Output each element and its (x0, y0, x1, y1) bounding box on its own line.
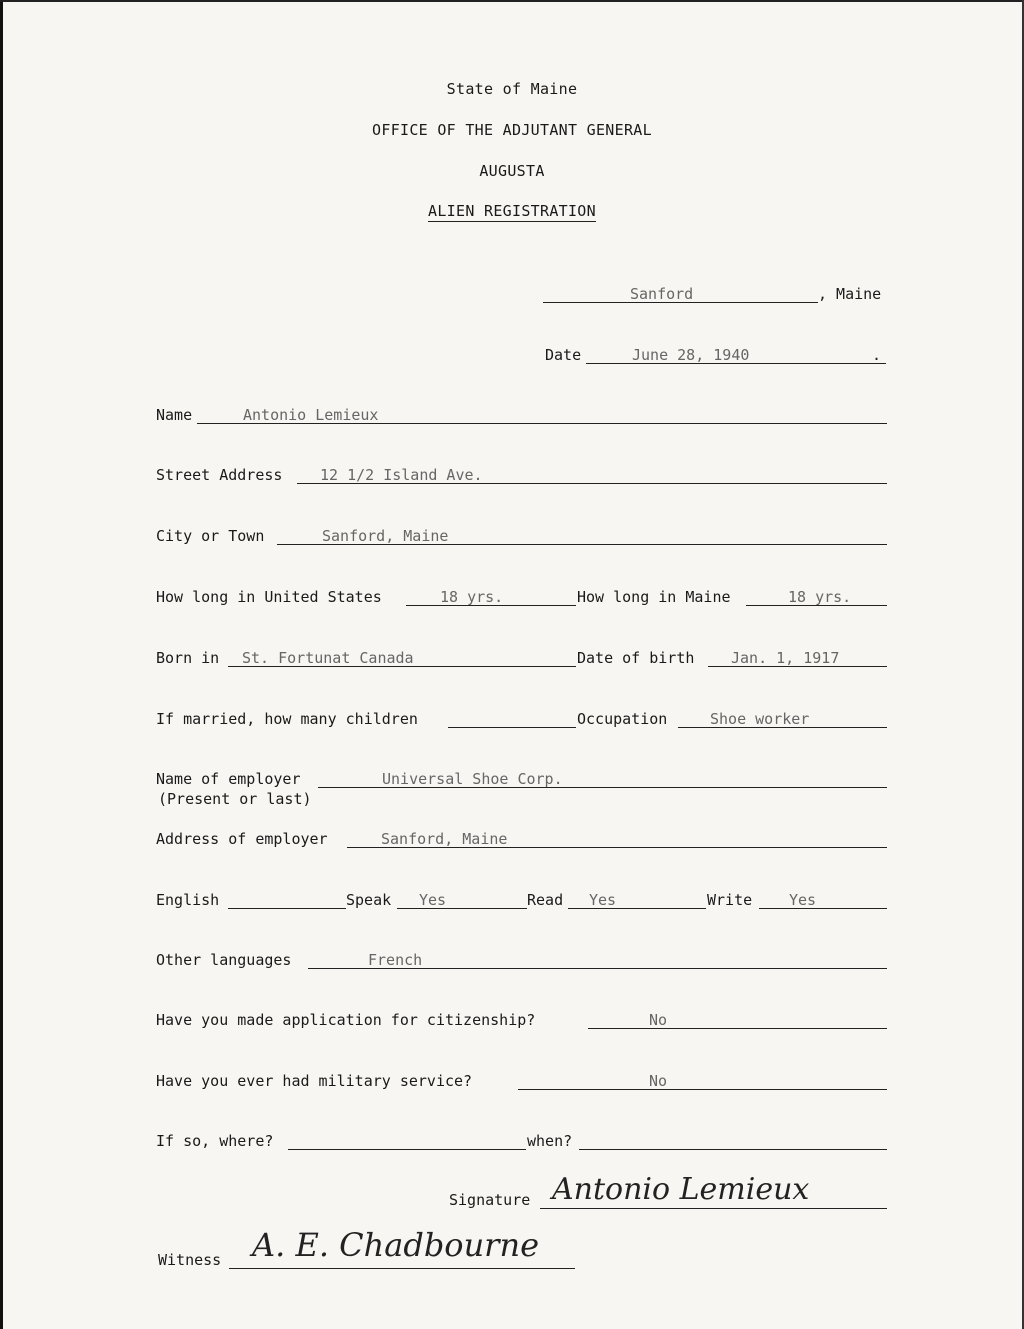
witness-label: Witness (158, 1251, 222, 1269)
header-state: State of Maine (446, 80, 578, 98)
when-blank[interactable] (579, 1149, 887, 1150)
where-label: If so, where? (156, 1132, 274, 1150)
city-row (0, 527, 1024, 551)
name-row (0, 406, 1024, 430)
city-value: Sanford, Maine (322, 527, 449, 545)
dob-label: Date of birth (577, 649, 695, 667)
born-in-value: St. Fortunat Canada (242, 649, 414, 667)
employer-value: Universal Shoe Corp. (382, 770, 563, 788)
citizenship-row (0, 1011, 1024, 1035)
children-label: If married, how many children (156, 710, 418, 728)
other-languages-label: Other languages (156, 951, 292, 969)
location-row (0, 285, 1024, 309)
other-languages-value: French (368, 951, 423, 969)
street-row (0, 466, 1024, 490)
date-label: Date (545, 346, 582, 364)
witness-blank[interactable] (229, 1268, 575, 1269)
location-state-label: , Maine (818, 285, 882, 303)
signature-blank[interactable] (540, 1208, 887, 1209)
occupation-value: Shoe worker (710, 710, 810, 728)
header-office: OFFICE OF THE ADJUTANT GENERAL (372, 121, 652, 139)
scan-border-top (0, 0, 1024, 2)
signature-label: Signature (449, 1191, 531, 1209)
english-speak-value: Yes (419, 891, 447, 909)
date-value: June 28, 1940 (632, 346, 750, 364)
military-blank[interactable] (518, 1089, 887, 1090)
when-label: when? (527, 1132, 573, 1150)
military-label: Have you ever had military service? (156, 1072, 473, 1090)
citizenship-blank[interactable] (588, 1028, 887, 1029)
children-blank[interactable] (448, 727, 576, 728)
dob-value: Jan. 1, 1917 (731, 649, 840, 667)
employer-sublabel: (Present or last) (158, 790, 312, 808)
street-label: Street Address (156, 466, 283, 484)
english-speak-blank[interactable] (397, 908, 527, 909)
date-row (0, 346, 1024, 370)
employer-row (0, 770, 1024, 814)
location-town: Sanford (630, 285, 694, 303)
english-row (0, 891, 1024, 915)
english-write-blank[interactable] (759, 908, 887, 909)
birth-row (0, 649, 1024, 673)
where-blank[interactable] (288, 1149, 526, 1150)
signature-row (0, 1191, 1024, 1221)
employer-address-row (0, 830, 1024, 854)
how-long-maine-label: How long in Maine (577, 588, 731, 606)
employer-address-label: Address of employer (156, 830, 328, 848)
other-languages-row (0, 951, 1024, 975)
military-value: No (649, 1072, 668, 1090)
street-value: 12 1/2 Island Ave. (320, 466, 483, 484)
how-long-maine-value: 18 yrs. (788, 588, 852, 606)
header-title: ALIEN REGISTRATION (428, 202, 596, 220)
employer-address-value: Sanford, Maine (381, 830, 508, 848)
signature-handwritten: Antonio Lemieux (552, 1172, 810, 1207)
english-label: English (156, 891, 220, 909)
how-long-us-label: How long in United States (156, 588, 382, 606)
name-value: Antonio Lemieux (243, 406, 379, 424)
english-blank[interactable] (228, 908, 346, 909)
english-read-label: Read (527, 891, 564, 909)
born-in-label: Born in (156, 649, 220, 667)
how-long-us-value: 18 yrs. (440, 588, 504, 606)
header-city: AUGUSTA (479, 162, 545, 180)
citizenship-value: No (649, 1011, 668, 1029)
where-when-row (0, 1132, 1024, 1156)
english-read-value: Yes (589, 891, 617, 909)
citizenship-label: Have you made application for citizenship? (156, 1011, 536, 1029)
military-row (0, 1072, 1024, 1096)
name-label: Name (156, 406, 193, 424)
english-speak-label: Speak (346, 891, 392, 909)
english-write-label: Write (707, 891, 753, 909)
date-end: . (872, 346, 882, 364)
witness-handwritten: A. E. Chadbourne (252, 1226, 540, 1264)
english-write-value: Yes (789, 891, 817, 909)
occupation-label: Occupation (577, 710, 668, 728)
children-row (0, 710, 1024, 734)
how-long-row (0, 588, 1024, 612)
employer-label: Name of employer (156, 770, 301, 788)
city-label: City or Town (156, 527, 265, 545)
